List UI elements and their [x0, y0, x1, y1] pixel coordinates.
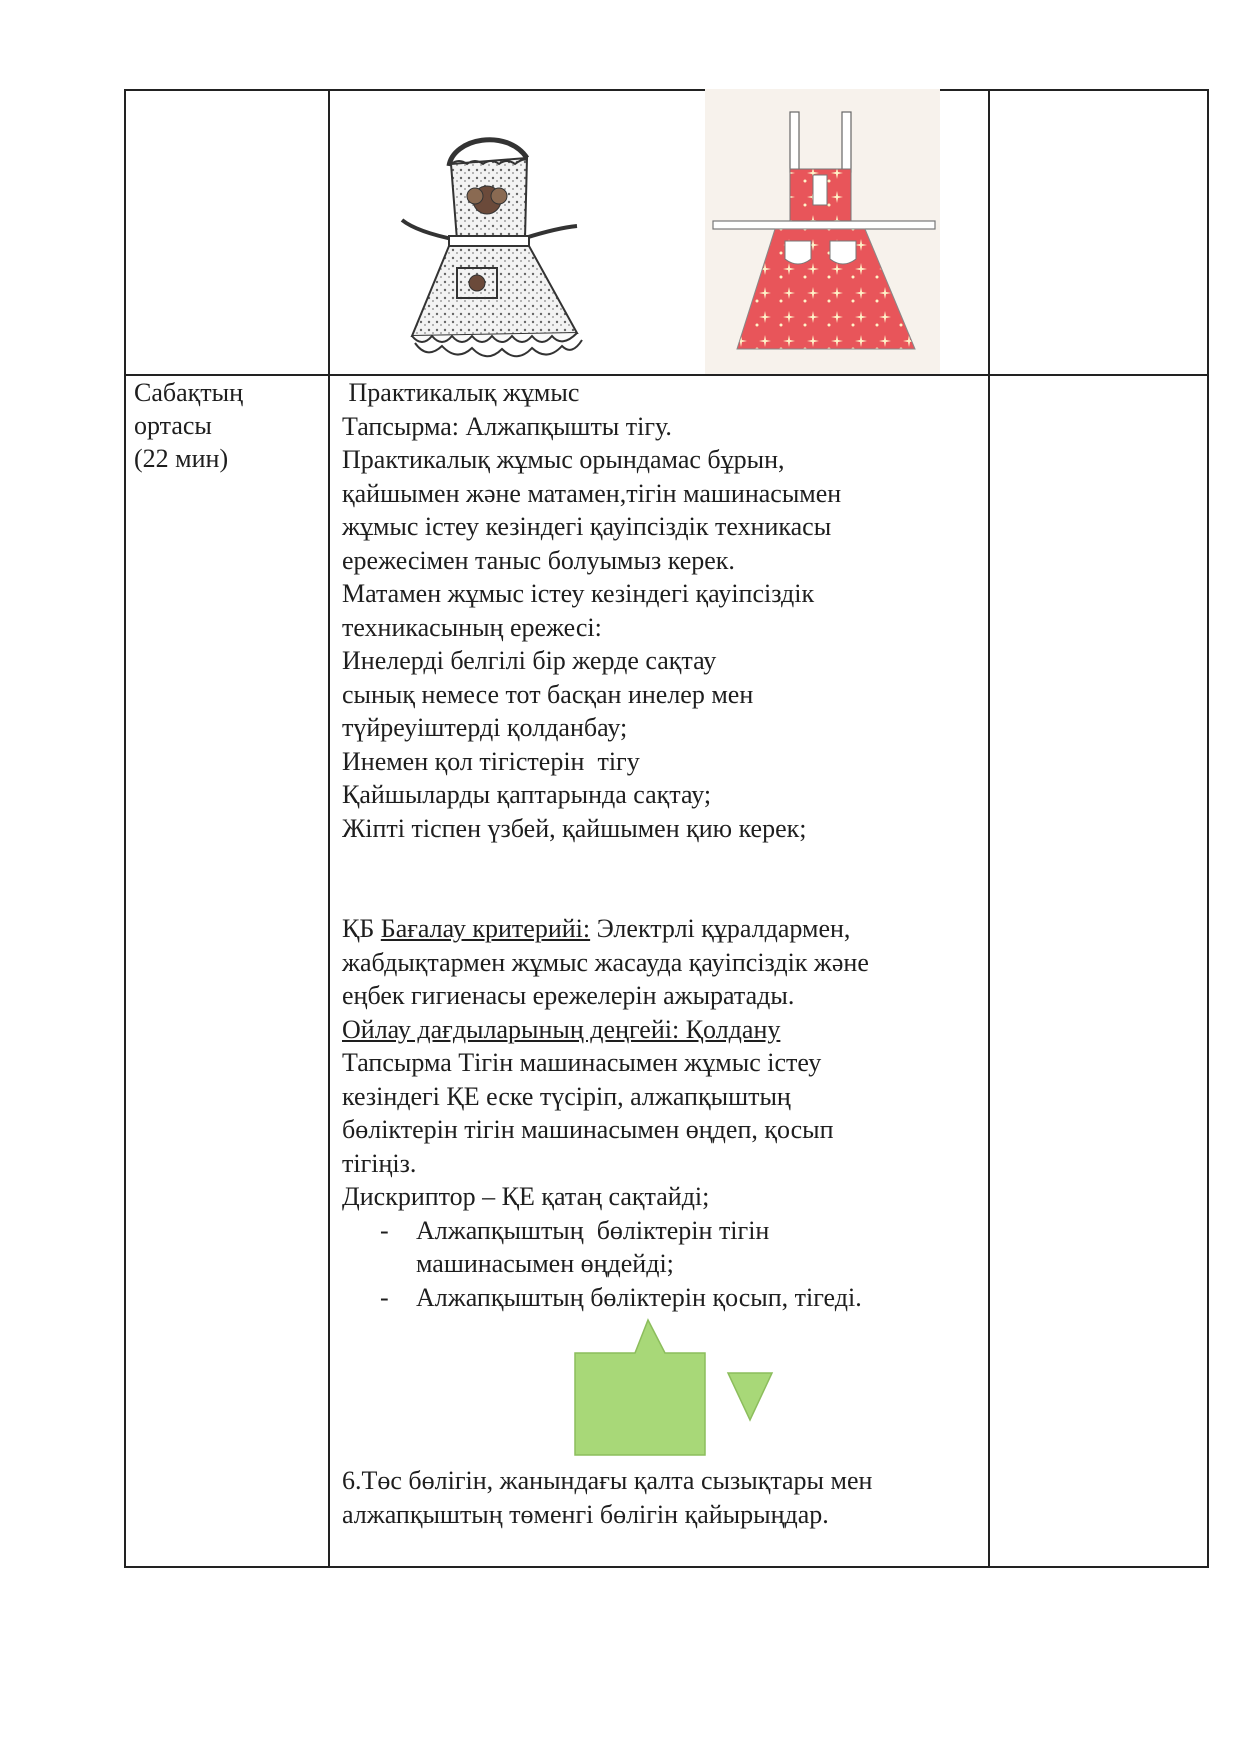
criteria-block — [342, 946, 972, 1013]
stage-label-line: ортасы — [134, 411, 212, 440]
text-line: Дискриптор – ҚЕ қатаң сақтайді; — [342, 1182, 710, 1211]
text-line: Қайшыларды қаптарында сақтау; — [342, 780, 712, 809]
instructions-block — [342, 410, 972, 846]
text-line: қайшымен және матамен,тігін машинасымен — [342, 478, 842, 508]
text-line: Жіпті тіспен үзбей, қайшымен қию керек; — [342, 813, 807, 843]
text-line: кезіндегі ҚЕ еске түсіріп, алжапқыштың — [342, 1081, 791, 1111]
list-item-line: машинасымен өңдейді; — [416, 1249, 674, 1278]
task-block — [342, 1046, 972, 1214]
text-line: Инемен қол тігістерін тігу — [342, 746, 640, 776]
table-border-left — [124, 89, 126, 1568]
text-line: алжапқыштың төменгі бөлігін қайырыңдар. — [342, 1499, 829, 1529]
table-border-bottom — [124, 1566, 1208, 1568]
criteria-line: ҚБ Бағалау критерийі: Электрлі құралдармен, — [342, 914, 851, 943]
descriptor-list — [342, 1214, 972, 1315]
text-line: сынық немесе тот басқан инелер мен — [342, 679, 754, 709]
thinking-level: Ойлау дағдыларының деңгейі: Қолдану — [342, 1014, 781, 1044]
text-line: Практикалық жұмыс орындамас бұрын, — [342, 445, 785, 474]
list-item — [342, 1214, 972, 1281]
bullet-dash: - — [380, 1215, 389, 1245]
stage-label-line: (22 мин) — [134, 444, 229, 473]
list-item-line: Алжапқыштың бөліктерін тігін — [416, 1215, 770, 1245]
list-item — [342, 1281, 972, 1315]
patterned-apron-illustration — [387, 128, 617, 373]
text-line: Матамен жұмыс істеу кезіндегі қауіпсіздік — [342, 579, 815, 608]
table-border-right — [1207, 89, 1209, 1568]
text-line: тігіңіз. — [342, 1148, 417, 1178]
text-line: түйреуіштерді қолданбау; — [342, 713, 628, 742]
text-line: еңбек гигиенасы ережелерін ажыратады. — [342, 981, 795, 1010]
column-divider-1 — [328, 89, 330, 1568]
bullet-dash: - — [380, 1282, 389, 1312]
final-step-block — [342, 1464, 972, 1531]
criteria-label: Бағалау критерийі: — [380, 914, 591, 943]
section-heading: Практикалық жұмыс — [342, 378, 580, 407]
text-line: жұмыс істеу кезіндегі қауіпсіздік техникасы — [342, 512, 832, 541]
text-line: жабдықтармен жұмыс жасауда қауіпсіздік және — [342, 947, 869, 977]
table-border-top — [124, 89, 1208, 91]
text-line: техникасының ережесі: — [342, 612, 602, 642]
text-line: Тапсырма: Алжапқышты тігу. — [342, 411, 672, 441]
text-line: ережесімен таныс болуымыз керек. — [342, 545, 735, 575]
column-divider-2 — [988, 89, 990, 1568]
stage-label-line: Сабақтың — [134, 378, 244, 407]
red-apron-photo — [705, 89, 940, 374]
stage-label-cell — [134, 376, 324, 475]
green-fabric-pieces-photo — [570, 1315, 780, 1465]
text-line: 6.Төс бөлігін, жанындағы қалта сызықтары мен — [342, 1466, 873, 1495]
text-line: Тапсырма Тігін машинасымен жұмыс істеу — [342, 1048, 822, 1077]
text-line: Инелерді белгілі бір жерде сақтау — [342, 646, 717, 675]
list-item-line: Алжапқыштың бөліктерін қосып, тігеді. — [416, 1282, 862, 1312]
text-line: бөліктерін тігін машинасымен өңдеп, қосып — [342, 1115, 834, 1144]
